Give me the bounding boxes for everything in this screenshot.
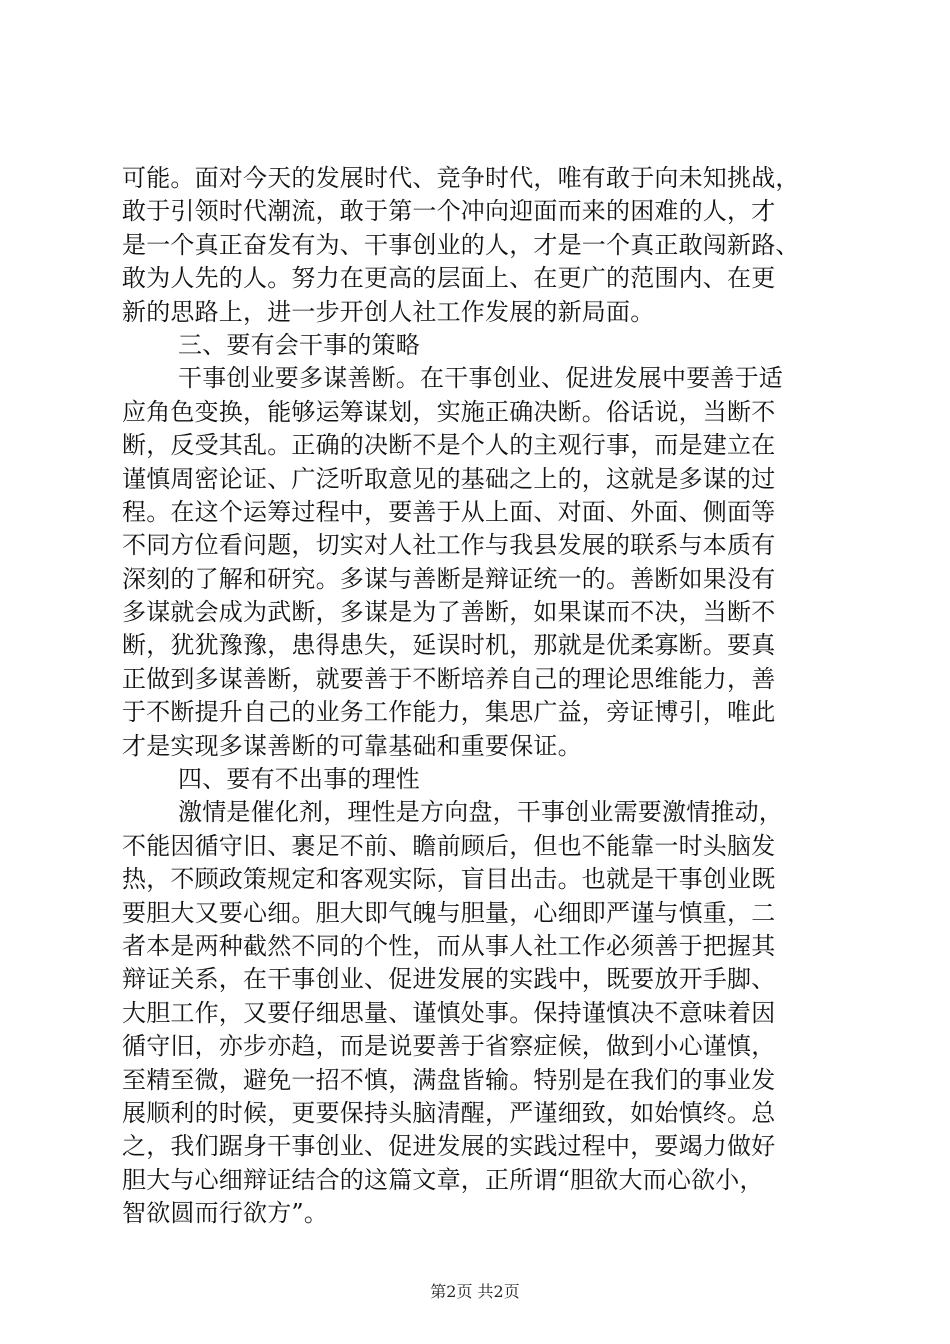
section-heading <box>122 329 833 362</box>
text-line: 辩证关系，在干事创业、促进发展的实践中，既要放开手脚、 <box>122 965 776 994</box>
text-line: 智欲圆而行欲方”。 <box>122 1199 329 1228</box>
page-number-footer: 第2页 共2页 <box>430 1282 520 1301</box>
text-line: 正做到多谋善断，就要善于不断培养自己的理论思维能力，善 <box>122 664 776 693</box>
document-body <box>122 162 833 1231</box>
text-line: 大胆工作，又要仔细思量、谨慎处事。保持谨慎决不意味着因 <box>122 998 776 1027</box>
text-line: 者本是两种截然不同的个性，而从事人社工作必须善于把握其 <box>122 931 776 960</box>
text-line: 敢为人先的人。努力在更高的层面上、在更广的范围内、在更 <box>122 264 776 293</box>
text-line: 深刻的了解和研究。多谋与善断是辩证统一的。善断如果没有 <box>122 564 776 593</box>
text-line: 至精至微，避免一招不慎，满盘皆输。特别是在我们的事业发 <box>122 1065 776 1094</box>
text-line: 断，犹犹豫豫，患得患失，延误时机，那就是优柔寡断。要真 <box>122 631 776 660</box>
body-paragraph <box>122 796 833 1230</box>
text-line: 之，我们踞身干事创业、促进发展的实践过程中，要竭力做好 <box>122 1132 776 1161</box>
text-line: 断，反受其乱。正确的决断不是个人的主观行事，而是建立在 <box>122 431 776 460</box>
text-line: 可能。面对今天的发展时代、竞争时代，唯有敢于向未知挑战， <box>122 164 800 192</box>
text-line: 谨慎周密论证、广泛听取意见的基础之上的，这就是多谋的过 <box>122 464 776 493</box>
text-line: 热，不顾政策规定和客观实际，盲目出击。也就是干事创业既 <box>122 865 776 894</box>
text-line: 胆大与心细辩证结合的这篇文章，正所谓“胆欲大而心欲小， <box>122 1165 764 1194</box>
text-line: 应角色变换，能够运筹谋划，实施正确决断。俗话说，当断不 <box>122 397 776 426</box>
text-line: 循守旧，亦步亦趋，而是说要善于省察症候，做到小心谨慎， <box>122 1032 776 1061</box>
heading-line: 四、要有不出事的理性 <box>178 765 420 794</box>
text-line: 多谋就会成为武断，多谋是为了善断，如果谋而不决，当断不 <box>122 598 776 627</box>
text-line: 是一个真正奋发有为、干事创业的人，才是一个真正敢闯新路、 <box>122 230 800 259</box>
text-line: 程。在这个运筹过程中，要善于从上面、对面、外面、侧面等 <box>122 497 776 526</box>
text-line: 干事创业要多谋善断。在干事创业、促进发展中要善于适 <box>178 364 783 393</box>
heading-line: 三、要有会干事的策略 <box>178 330 420 359</box>
section-heading <box>122 763 833 796</box>
text-line: 展顺利的时候，更要保持头脑清醒，严谨细致，如始慎终。总 <box>122 1098 776 1127</box>
text-line: 才是实现多谋善断的可靠基础和重要保证。 <box>122 731 582 760</box>
text-line: 激情是催化剂，理性是方向盘，干事创业需要激情推动， <box>178 798 783 827</box>
text-line: 于不断提升自己的业务工作能力，集思广益，旁证博引，唯此 <box>122 698 776 727</box>
text-line: 不同方位看问题，切实对人社工作与我县发展的联系与本质有 <box>122 531 776 560</box>
body-paragraph <box>122 362 833 763</box>
text-line: 不能因循守旧、裹足不前、瞻前顾后，但也不能靠一时头脑发 <box>122 831 776 860</box>
text-line: 要胆大又要心细。胆大即气魄与胆量，心细即严谨与慎重，二 <box>122 898 776 927</box>
text-line: 新的思路上，进一步开创人社工作发展的新局面。 <box>122 297 655 326</box>
body-paragraph <box>122 162 833 329</box>
text-line: 敢于引领时代潮流，敢于第一个冲向迎面而来的困难的人，才 <box>122 197 776 226</box>
